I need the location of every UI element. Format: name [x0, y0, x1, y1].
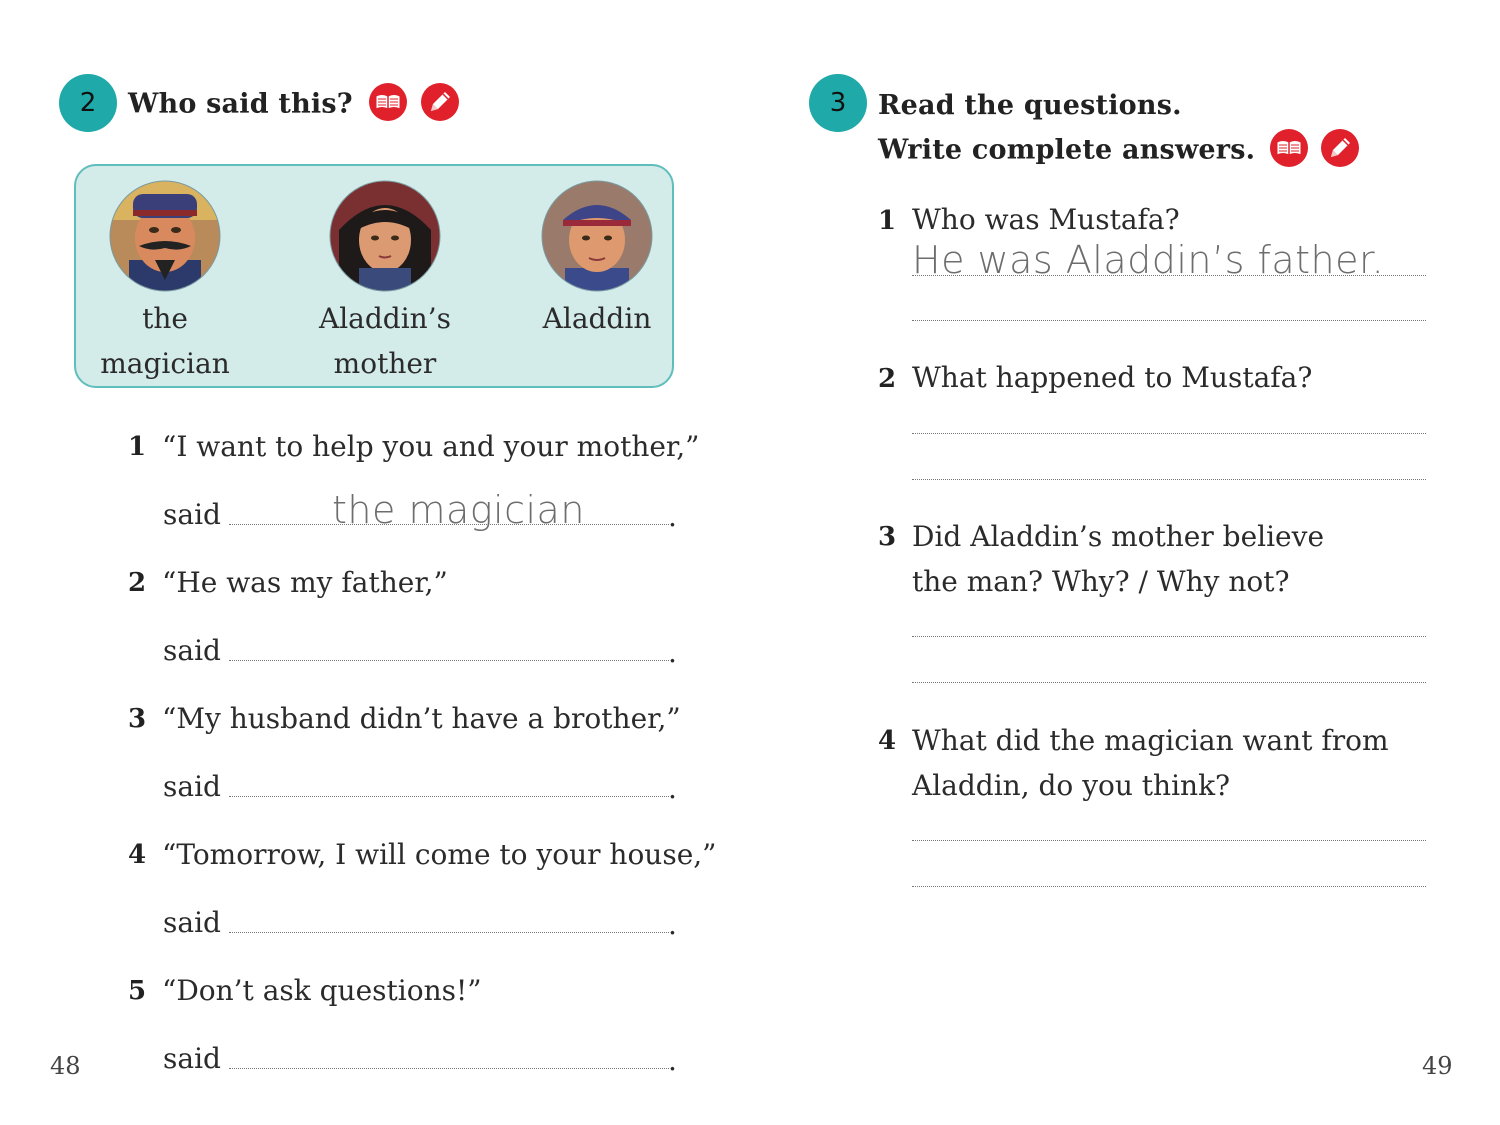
question-number: 3 [878, 522, 897, 552]
answer-line[interactable] [912, 479, 1426, 480]
exercise-number-badge [59, 74, 117, 132]
question-quote: “I want to help you and your mother,” [162, 430, 700, 463]
question-number: 1 [878, 206, 897, 236]
question-text: Did Aladdin’s mother believe [912, 520, 1325, 553]
question-text: Who was Mustafa? [912, 203, 1180, 236]
heading-text: Who said this? [128, 88, 353, 120]
character-aladdin [517, 180, 677, 341]
question-number: 1 [128, 432, 147, 462]
magician-avatar [109, 180, 221, 292]
said-label: said [163, 906, 221, 939]
heading-text: Write complete answers. [878, 134, 1256, 166]
period: . [668, 1044, 677, 1077]
answer-line[interactable] [912, 433, 1426, 434]
question-number: 2 [878, 364, 897, 394]
question-quote: “He was my father,” [162, 566, 448, 599]
exercise-heading [128, 88, 460, 122]
pencil-icon [420, 82, 460, 122]
exercise-number: 3 [829, 88, 847, 118]
answer-line[interactable] [912, 636, 1426, 637]
period: . [668, 772, 677, 805]
question-number: 4 [878, 726, 897, 756]
character-name: the magician [100, 302, 230, 380]
answer-line[interactable] [229, 796, 669, 797]
question-number: 4 [128, 840, 147, 870]
question-text: What did the magician want from [912, 724, 1389, 757]
answer-line[interactable] [912, 682, 1426, 683]
answer-line[interactable] [912, 840, 1426, 841]
book-icon [368, 82, 408, 122]
character-mother [305, 180, 465, 386]
aladdin-avatar [541, 180, 653, 292]
said-label: said [163, 498, 221, 531]
said-label: said [163, 634, 221, 667]
question-number: 5 [128, 976, 147, 1006]
exercise-heading-line2 [878, 134, 1360, 168]
pencil-icon [1320, 128, 1360, 168]
answer-line[interactable] [912, 886, 1426, 887]
characters-box [74, 164, 674, 388]
character-magician [85, 180, 245, 386]
character-name: Aladdin [542, 302, 652, 335]
question-text-line2: the man? Why? / Why not? [912, 565, 1290, 598]
exercise-number: 2 [79, 88, 97, 118]
question-quote: “My husband didn’t have a brother,” [162, 702, 681, 735]
period: . [668, 636, 677, 669]
character-name: Aladdin’s mother [319, 302, 451, 380]
question-text: What happened to Mustafa? [912, 361, 1313, 394]
answer-handwriting: the magician [332, 488, 585, 532]
period: . [668, 908, 677, 941]
answer-line[interactable] [229, 660, 669, 661]
page-number: 49 [1422, 1052, 1453, 1080]
question-number: 2 [128, 568, 147, 598]
answer-line[interactable] [912, 320, 1426, 321]
exercise-number-badge [809, 74, 867, 132]
question-quote: “Don’t ask questions!” [162, 974, 482, 1007]
page-number: 48 [50, 1052, 81, 1080]
answer-line[interactable] [229, 932, 669, 933]
right-page [750, 0, 1500, 1125]
mother-avatar [329, 180, 441, 292]
book-icon [1269, 128, 1309, 168]
period: . [668, 500, 677, 533]
answer-handwriting: He was Aladdin’s father. [912, 238, 1385, 282]
said-label: said [163, 1042, 221, 1075]
question-quote: “Tomorrow, I will come to your house,” [162, 838, 717, 871]
answer-line[interactable] [229, 1068, 669, 1069]
answer-line[interactable] [912, 275, 1426, 276]
question-number: 3 [128, 704, 147, 734]
exercise-heading-line1: Read the questions. [878, 90, 1182, 121]
question-text-line2: Aladdin, do you think? [912, 769, 1231, 802]
said-label: said [163, 770, 221, 803]
